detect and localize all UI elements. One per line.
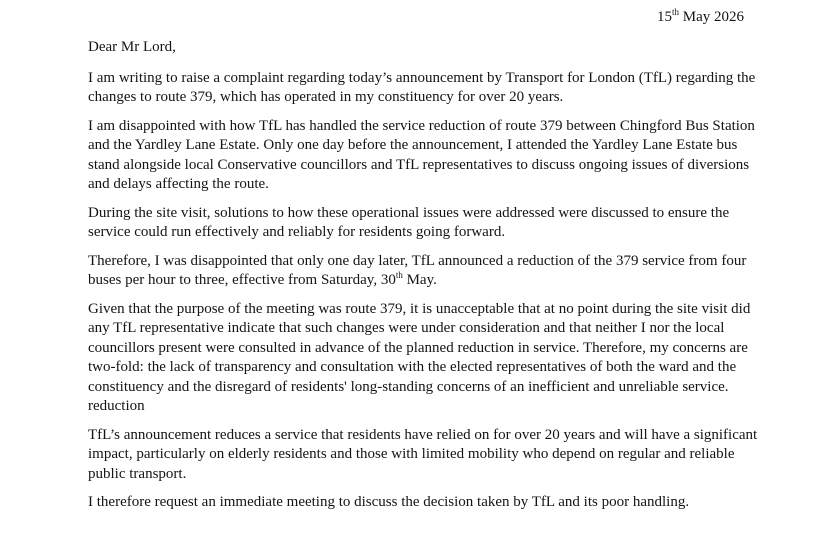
- announcement-ordinal: th: [395, 270, 403, 280]
- letter-date: [657, 7, 744, 27]
- announcement-end: May.: [402, 272, 437, 288]
- paragraph-announcement: [88, 252, 768, 291]
- letter-body: [88, 38, 768, 522]
- date-ordinal: th: [671, 7, 679, 17]
- date-day: 15: [656, 9, 672, 25]
- salutation: Dear Mr Lord,: [88, 39, 176, 55]
- paragraph-impact: TfL’s announcement reduces a service that residents have relied on for over 20 years and will have a significant impact, particularly on elderly residents and those with limited mobility who depend on regular and reliable public transport.: [88, 426, 758, 482]
- paragraph-service-reduction: I am disappointed with how TfL has handled the service reduction of route 379 between Chingford Bus Station and the Yardley Lane Estate. Only one day before the announcement, I attended the Yardley Lane Estate bus stand alongside local Conservative councillors and TfL representatives to discuss ongoing issues of diversions and delays affecting the route.: [88, 117, 755, 192]
- date-month-year: May 2026: [679, 9, 744, 25]
- paragraph-site-visit: During the site visit, solutions to how these operational issues were addressed were discussed to ensure the service could run effectively and reliably for residents going forward.: [88, 204, 730, 240]
- paragraph-complaint-intro: I am writing to raise a complaint regarding today’s announcement by Transport for London (TfL) regarding the changes to route 379, which has operated in my constituency for over 20 years.: [88, 69, 756, 105]
- paragraph-meeting-request: I therefore request an immediate meeting to discuss the decision taken by TfL and its poor handling.: [88, 494, 690, 510]
- announcement-text: Therefore, I was disappointed that only one day later, TfL announced a reduction of the 379 service from four buses per hour to three, effective from Saturday, 30: [88, 252, 747, 288]
- paragraph-concerns: Given that the purpose of the meeting was route 379, it is unacceptable that at no point during the site visit did any TfL representative indicate that such changes were under consideration and that neither I nor the local councillors present were consulted in advance of the planned reduction in service. Therefore, my concerns are two-fold: the lack of transparency and consultation with the elected representatives of both the ward and the constituency and the disregard of residents' long-standing concerns of an inefficient and unreliable service. reduction: [88, 300, 751, 414]
